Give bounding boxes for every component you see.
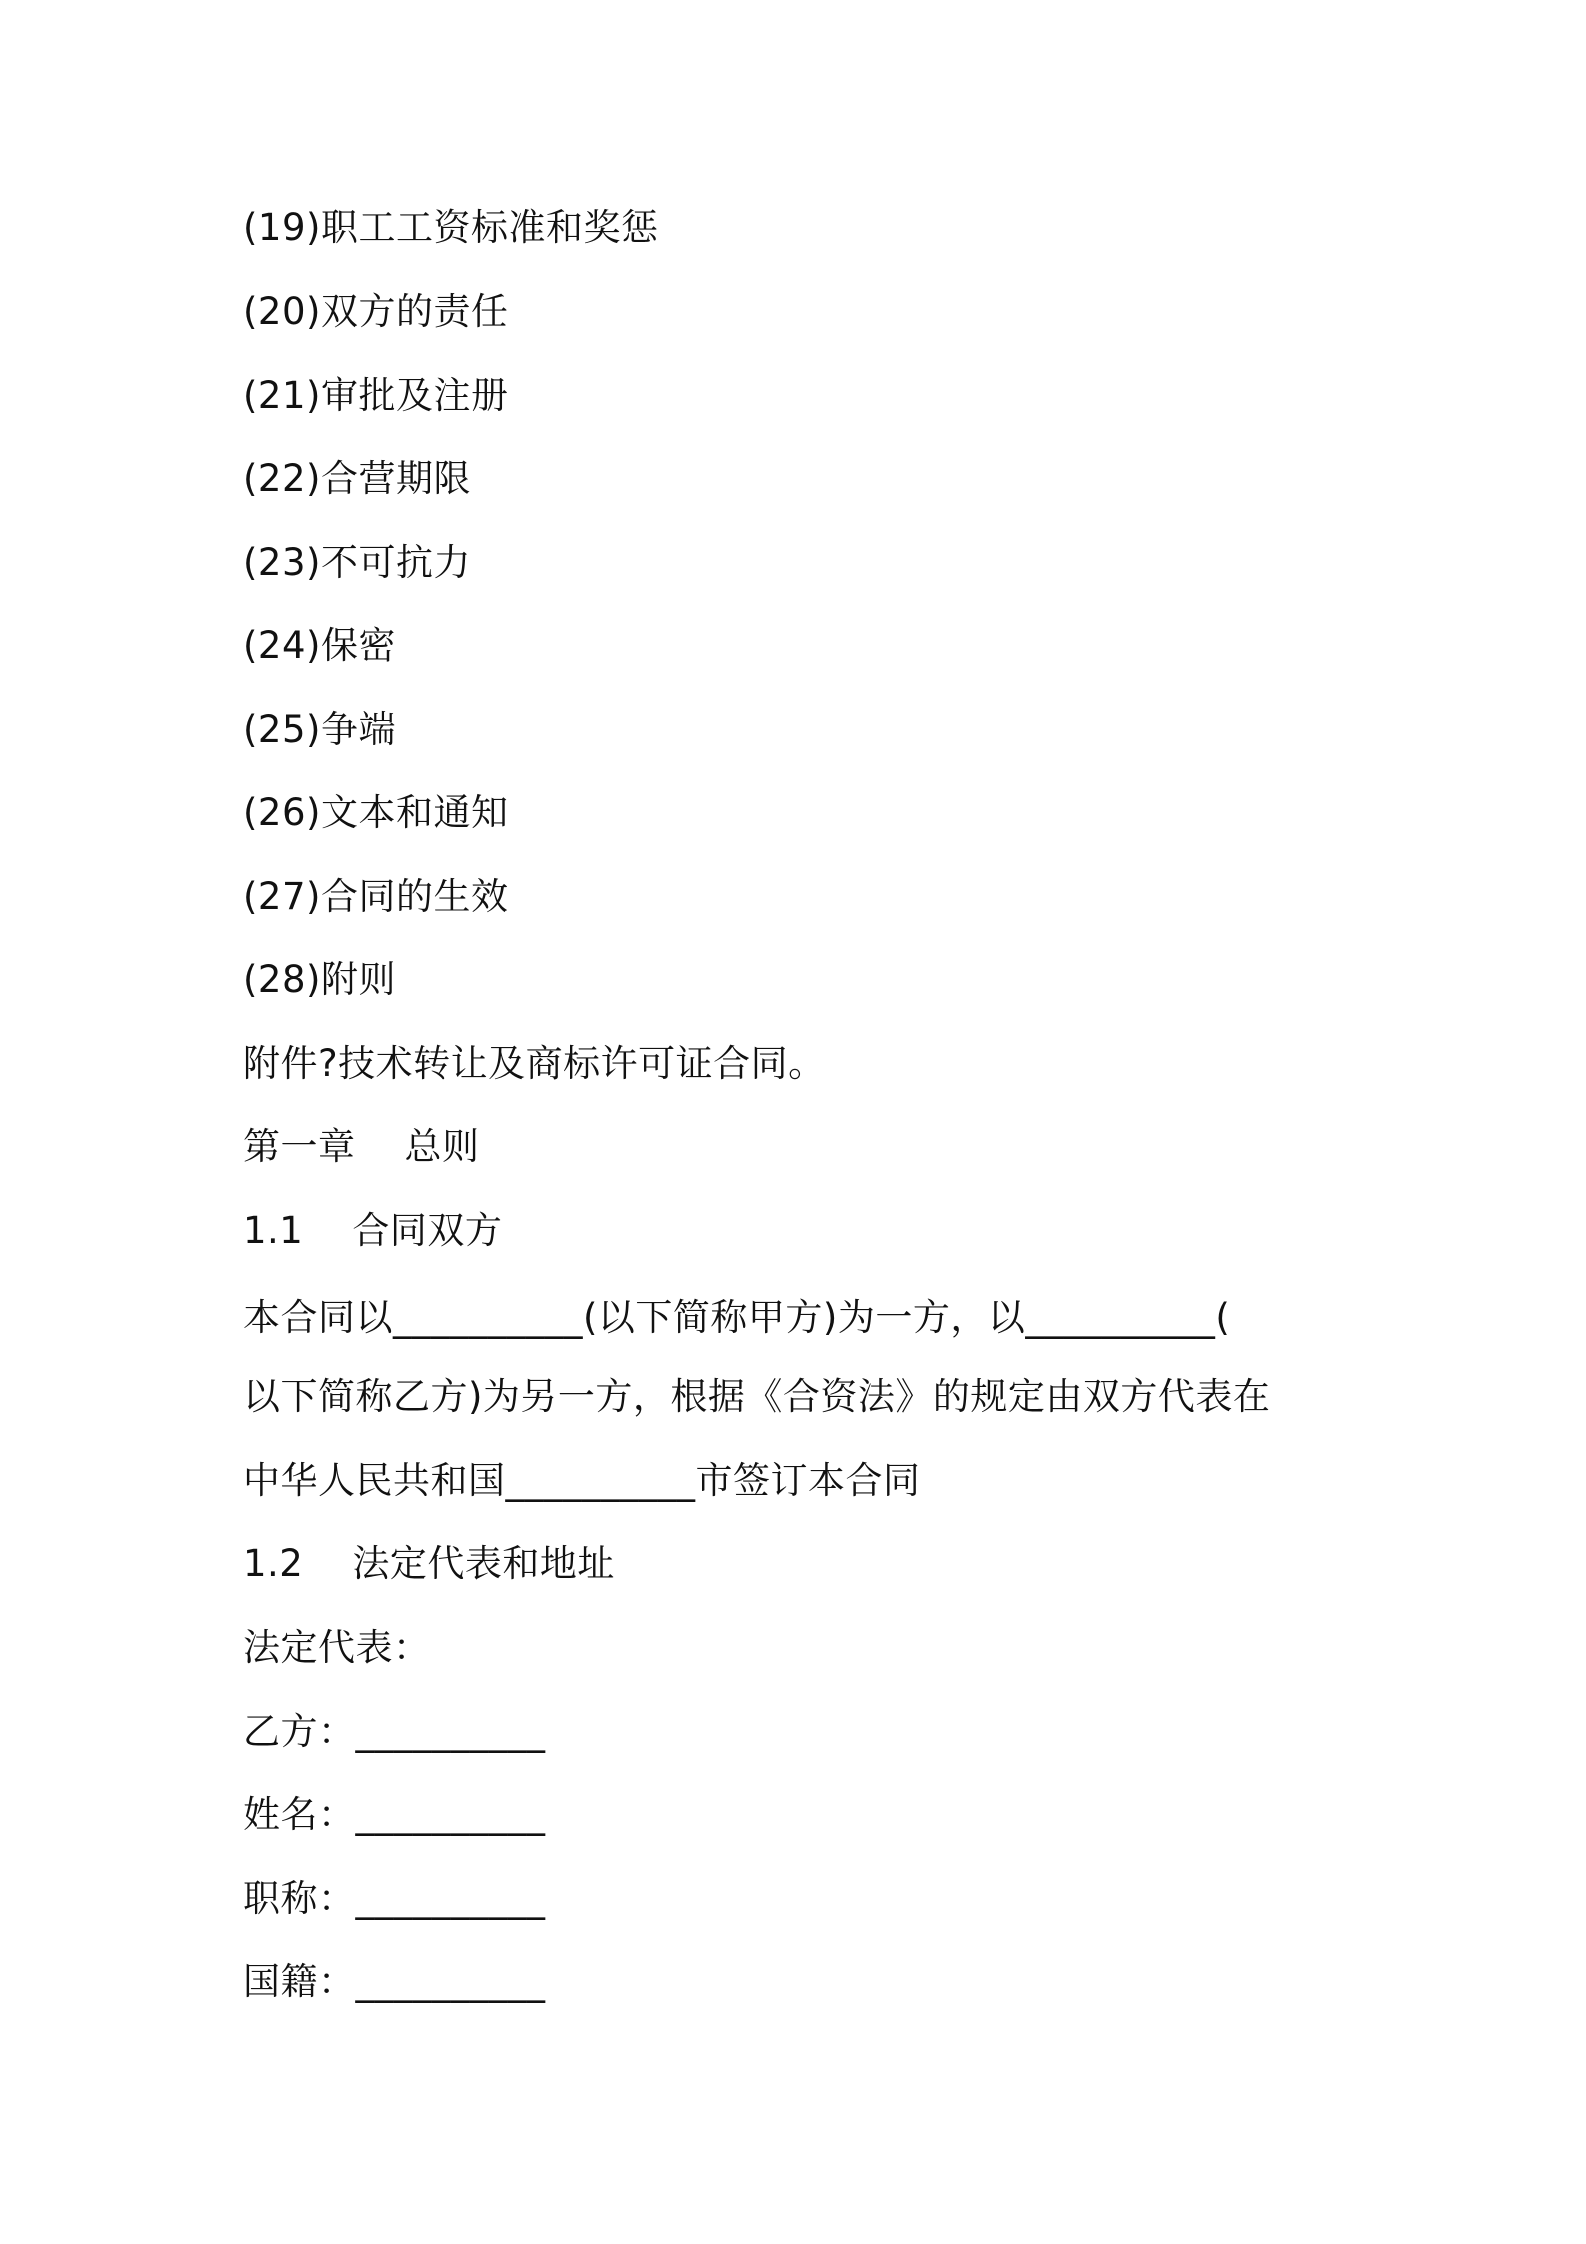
toc-item-20: (20)双方的责任 <box>243 290 509 333</box>
toc-item-27: (27)合同的生效 <box>243 875 509 918</box>
toc-item-22: (22)合营期限 <box>243 457 471 500</box>
chapter-title: 第一章 总则 <box>243 1125 480 1168</box>
section-heading-1-1: 1.1 合同双方 <box>243 1209 503 1252</box>
toc-item-21: (21)审批及注册 <box>243 374 509 417</box>
attachment-note: 附件?技术转让及商标许可证合同。 <box>243 1042 826 1085</box>
section-heading-1-2: 1.2 法定代表和地址 <box>243 1542 615 1585</box>
paragraph-line: 以下简称乙方)为另一方，根据《合资法》的规定由双方代表在 <box>243 1375 1271 1418</box>
field-title: 职称：__________ <box>243 1877 546 1920</box>
paragraph-line: 中华人民共和国__________市签订本合同 <box>243 1459 921 1502</box>
field-nationality: 国籍：__________ <box>243 1960 546 2003</box>
toc-item-19: (19)职工工资标准和奖惩 <box>243 206 659 249</box>
toc-item-26: (26)文本和通知 <box>243 791 509 834</box>
paragraph-line: 本合同以__________(以下简称甲方)为一方，以__________( <box>243 1296 1231 1339</box>
field-name: 姓名：__________ <box>243 1793 546 1836</box>
toc-item-28: (28)附则 <box>243 958 396 1001</box>
toc-item-25: (25)争端 <box>243 708 396 751</box>
field-party-b: 乙方：__________ <box>243 1710 546 1753</box>
toc-item-24: (24)保密 <box>243 624 396 667</box>
legal-rep-label: 法定代表： <box>243 1626 431 1669</box>
toc-item-23: (23)不可抗力 <box>243 541 471 584</box>
